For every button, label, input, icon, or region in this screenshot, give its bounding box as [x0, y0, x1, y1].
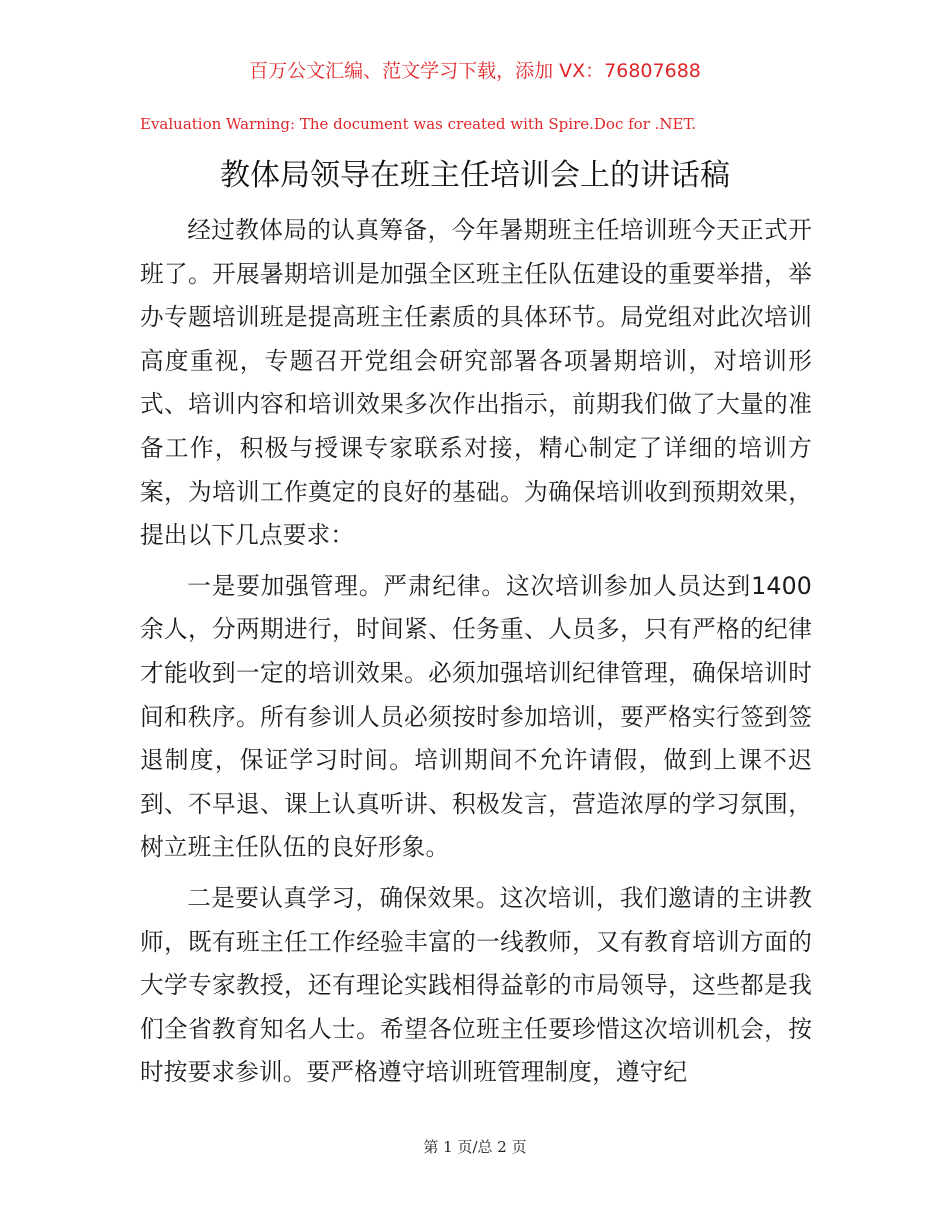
- header-ad-banner: 百万公文汇编、范文学习下载，添加 VX：76807688: [249, 60, 701, 82]
- document-title: 教体局领导在班主任培训会上的讲话稿: [220, 158, 730, 193]
- evaluation-warning: Evaluation Warning: The document was created with Spire.Doc for .NET.: [140, 115, 697, 133]
- body-paragraph-management: 一是要加强管理。严肃纪律。这次培训参加人员达到1400余人，分两期进行，时间紧、任务重、人员多，只有严格的纪律才能收到一定的培训效果。必须加强培训纪律管理，确保培训时间和秩序。所有参训人员必须按时参加培训，要严格实行签到签退制度，保证学习时间。培训期间不允许请假，做到上课不迟到、不早退、课上认真听讲、积极发言，营造浓厚的学习氛围，树立班主任队伍的良好形象。: [140, 571, 812, 862]
- body-paragraph-intro: 经过教体局的认真筹备，今年暑期班主任培训班今天正式开班了。开展暑期培训是加强全区班主任队伍建设的重要举措，举办专题培训班是提高班主任素质的具体环节。局党组对此次培训高度重视，专题召开党组会研究部署各项暑期培训，对培训形式、培训内容和培训效果多次作出指示，前期我们做了大量的准备工作，积极与授课专家联系对接，精心制定了详细的培训方案，为培训工作奠定的良好的基础。为确保培训收到预期效果，提出以下几点要求：: [140, 216, 812, 550]
- document-body: [140, 209, 812, 1102]
- body-paragraph-study: 二是要认真学习，确保效果。这次培训，我们邀请的主讲教师，既有班主任工作经验丰富的一线教师，又有教育培训方面的大学专家教授，还有理论实践相得益彰的市局领导，这些都是我们全省教育知名人士。希望各位班主任要珍惜这次培训机会，按时按要求参训。要严格遵守培训班管理制度，遵守纪: [140, 883, 812, 1087]
- page-footer: 第 1 页/总 2 页: [423, 1138, 527, 1156]
